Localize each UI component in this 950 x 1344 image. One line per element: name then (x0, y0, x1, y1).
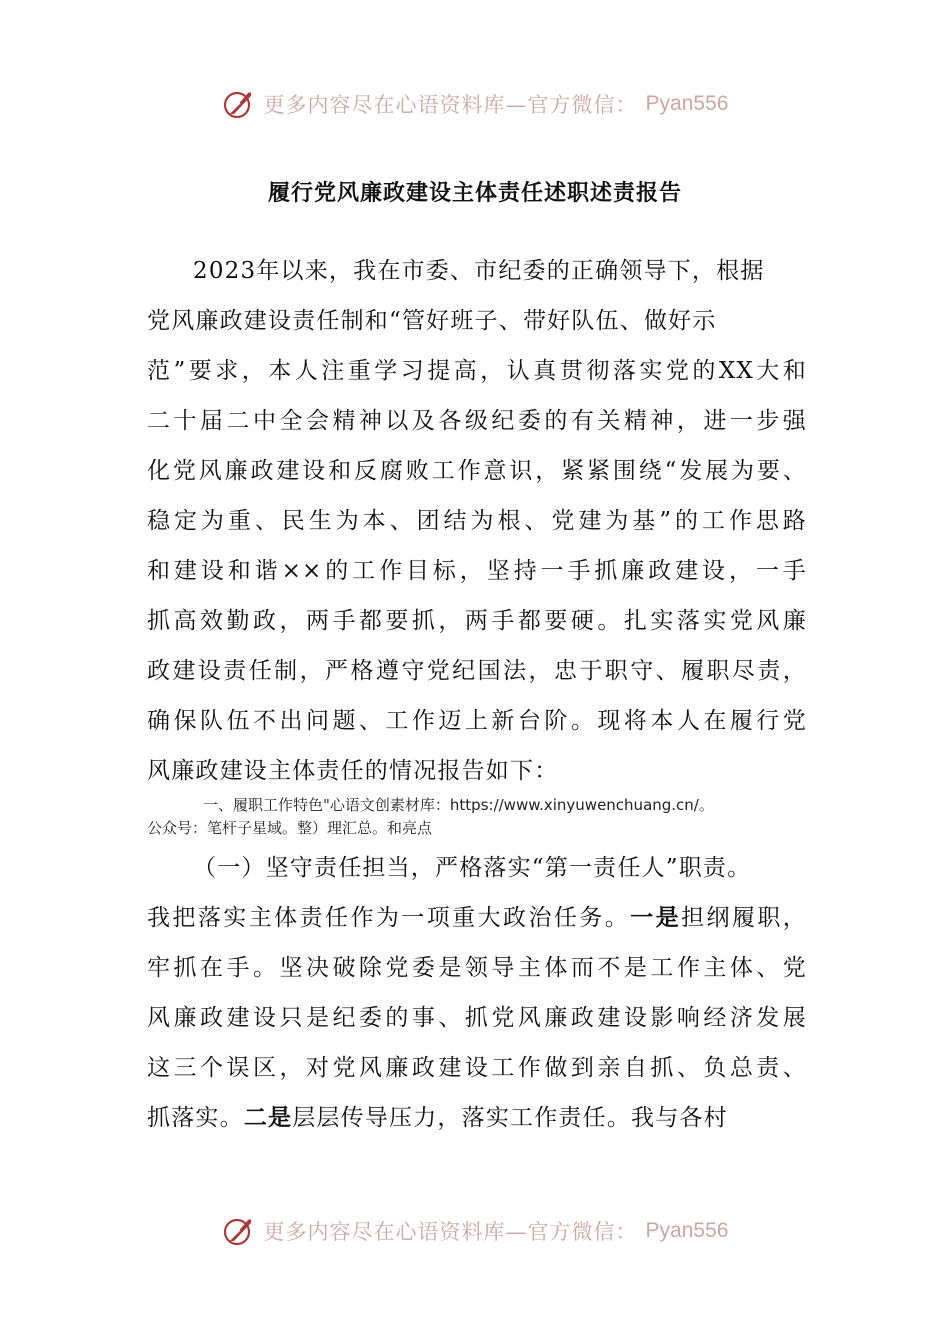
quill-logo-icon (222, 87, 256, 121)
watermark-text: 更多内容尽在心语资料库—官方微信： (263, 1220, 638, 1244)
intro-line: 确保队伍不出问题、工作迈上新台阶。现将本人在履行党 (147, 708, 807, 734)
section-line: （一）坚守责任担当，严格落实“第一责任人”职责。 (193, 855, 752, 881)
section-line: 这三个误区，对党风廉政建设工作做到亲自抓、负总责、 (147, 1055, 807, 1081)
intro-line: 抓高效勤政，两手都要抓，两手都要硬。扎实落实党风廉 (147, 608, 807, 634)
watermark-text: 更多内容尽在心语资料库—官方微信： (263, 93, 638, 117)
intro-line: 党风廉政建设责任制和“管好班子、带好队伍、做好示 (147, 308, 717, 334)
section-text: 抓落实。 (147, 1105, 244, 1131)
section-heading-line (147, 794, 807, 817)
quill-logo-icon (222, 1214, 256, 1248)
intro-line: 化党风廉政建设和反腐败工作意识，紧紧围绕“发展为要、 (147, 458, 807, 484)
intro-line: 二十届二中全会精神以及各级纪委的有关精神，进一步强 (147, 408, 807, 434)
intro-line: 和建设和谐××的工作目标，坚持一手抓廉政建设，一手 (147, 558, 807, 584)
section-one-paragraph (147, 843, 807, 1143)
watermark-wechat-id: Pyan556 (645, 92, 729, 115)
intro-line: 政建设责任制，严格遵守党纪国法，忠于职守、履职尽责， (147, 658, 807, 684)
section-line (147, 1093, 807, 1143)
section-text: 层层传导压力，落实工作责任。我与各村 (292, 1105, 728, 1131)
footer-watermark (0, 1211, 950, 1251)
watermark-wechat-id: Pyan556 (645, 1219, 729, 1242)
section-line: 风廉政建设只是纪委的事、抓党风廉政建设影响经济发展 (147, 1005, 807, 1031)
heading-prefix: 一、履职工作特色"心语文创素材库： (203, 796, 450, 814)
intro-line: 稳定为重、民生为本、团结为根、党建为基”的工作思路 (147, 508, 807, 534)
section-heading (147, 794, 807, 840)
heading-url-link[interactable]: https://www.xinyuwenchuang.cn/ (449, 796, 699, 814)
section-text: 担纲履职， (681, 905, 808, 931)
document-title: 履行党风廉政建设主体责任述职述责报告 (267, 181, 682, 206)
intro-paragraph (147, 246, 807, 796)
intro-line: 范”要求，本人注重学习提高，认真贯彻落实党的XX大和 (147, 358, 807, 384)
heading-suffix: 。 (698, 796, 714, 814)
intro-line: 风廉政建设主体责任的情况报告如下： (147, 758, 559, 784)
section-heading-line: 公众号：笔杆子星域。整）理汇总。和亮点 (147, 819, 433, 837)
section-line (147, 893, 807, 943)
section-line: 牢抓在手。坚决破除党委是领导主体而不是工作主体、党 (147, 955, 807, 981)
intro-line: 2023年以来，我在市委、市纪委的正确领导下，根据 (193, 258, 765, 284)
emphasis-second: 二是 (243, 1105, 293, 1131)
emphasis-first: 一是 (630, 905, 682, 931)
section-text: 我把落实主体责任作为一项重大政治任务。 (147, 905, 631, 931)
header-watermark (0, 84, 950, 124)
